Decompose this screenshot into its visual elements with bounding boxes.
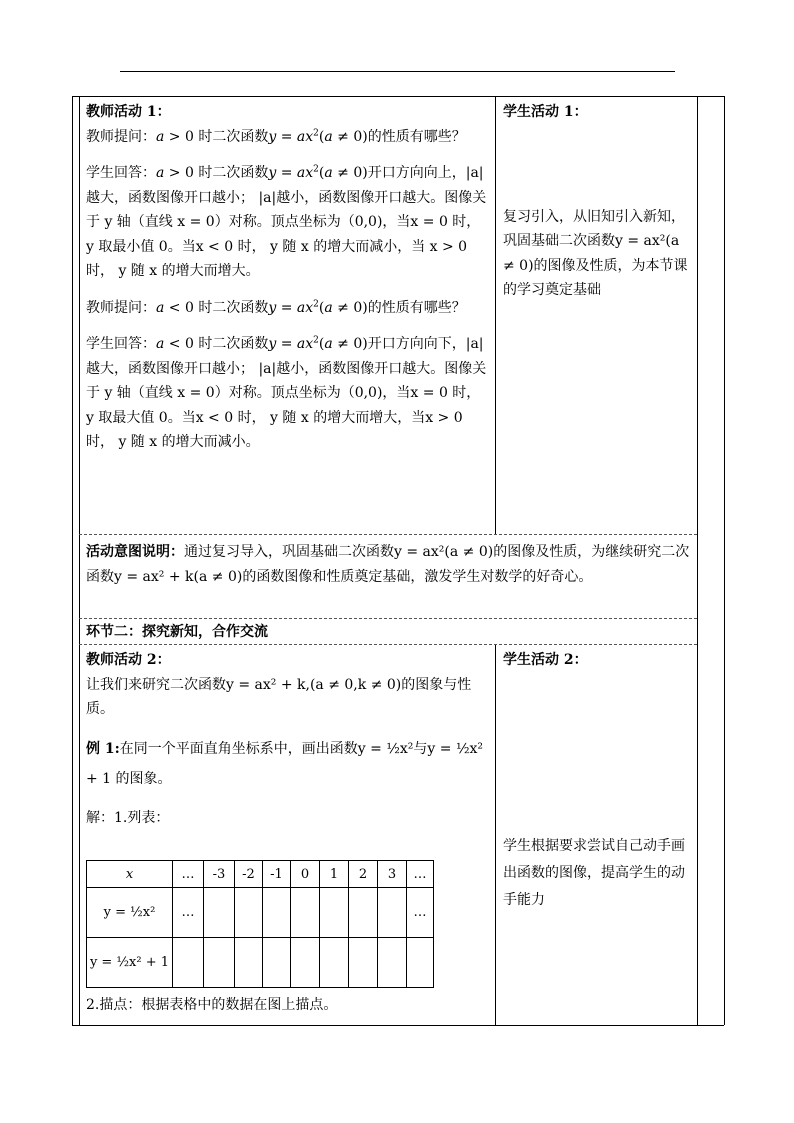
intro-text: 让我们来研究二次函数y = ax² + k,(a ≠ 0,k ≠ 0)的图象与性质。 [86, 676, 472, 717]
student-activity-2-text: 学生根据要求尝试自己动手画出函数的图像，提高学生的动手能力 [503, 837, 685, 908]
activity-intent [86, 540, 691, 589]
table-cell [204, 888, 235, 938]
table-header-cell: … [173, 861, 204, 888]
table-header-cell: … [407, 861, 434, 888]
student-activity-2-heading: 学生活动 2： [503, 652, 588, 668]
table-header-cell: 0 [291, 861, 320, 888]
teacher-activity-1 [86, 100, 491, 467]
question-text: 的性质有哪些？ [367, 128, 466, 145]
intent-label: 活动意图说明： [86, 544, 184, 560]
table-header-cell: -3 [204, 861, 235, 888]
student-activity-1-heading: 学生活动 1： [503, 104, 588, 120]
example-text: 在同一个平面直角坐标系中，画出函数y = ½x²与y = ½x² + 1 的图象。 [86, 740, 484, 787]
table-cell [263, 888, 291, 938]
answer-text: 开口方向向上，|a|越大，函数图像开口越小； |a|越小，函数图像开口越大。图像关于 y 轴（直线 x = 0）对称。顶点坐标为（0,0)，当x = 0 时， y 取最小值 0。当x < 0 时， y 随 x 的增大而减小，当 x > 0 时， y 随 x 的增大而增大。 [86, 165, 487, 279]
table-cell [378, 938, 407, 988]
row-label: y = ½x² [87, 888, 173, 938]
table-cell [320, 938, 349, 988]
table-cell [407, 938, 434, 988]
table-cell [173, 938, 204, 988]
teacher-activity-2 [86, 648, 491, 830]
header-rule [120, 71, 675, 72]
table-cell [263, 938, 291, 988]
table-header-cell: x [87, 861, 173, 888]
table-cell [349, 938, 378, 988]
table-header-row [87, 861, 434, 888]
student-activity-1-text: 复习引入，从旧知引入新知，巩固基础二次函数y = ax²(a ≠ 0)的图像及性质，为本节课的学习奠定基础 [503, 208, 688, 298]
step-2-text: 2.描点：根据表格中的数据在图上描点。 [86, 997, 338, 1013]
table-header-cell: -2 [235, 861, 263, 888]
table-header-cell: -1 [263, 861, 291, 888]
table-header-cell: 1 [320, 861, 349, 888]
table-cell [235, 938, 263, 988]
table-cell [291, 938, 320, 988]
answer-label: 学生回答： [86, 336, 156, 352]
student-activity-2 [503, 648, 691, 914]
table-cell [349, 888, 378, 938]
table-cell: … [407, 888, 434, 938]
answer-text: 开口方向向下，|a|越大，函数图像开口越小； |a|越小，函数图像开口越大。图像关于 y 轴（直线 x = 0）对称。顶点坐标为（0,0)，当x = 0 时， y 取最大值 0。当x < 0 时， y 随 x 的增大而增大，当x > 0 时， y 随 x 的增大而减小。 [86, 336, 487, 450]
example-label: 例 1: [86, 740, 120, 757]
intent-text: 通过复习导入，巩固基础二次函数y = ax²(a ≠ 0)的图像及性质，为继续研究二次函数y = ax² + k(a ≠ 0)的函数图像和性质奠定基础，激发学生对数学的好奇心。 [86, 544, 690, 585]
question-label: 教师提问： [86, 128, 156, 145]
teacher-activity-1-heading: 教师活动 1： [86, 104, 171, 120]
teacher-question-2: 教师提问：a < 0 时二次函数$y = ax^2(a \ne 0)$的性质有哪些？ [86, 298, 466, 316]
table-row [87, 888, 434, 938]
table-header-cell: 3 [378, 861, 407, 888]
table-cell [204, 938, 235, 988]
student-answer-1: 学生回答：a > 0 时二次函数$y = ax^2(a \ne 0)$开口方向向上，|a|越大，函数图像开口越小； |a|越小，函数图像开口越大。图像关于 y 轴（直线 x = 0）对称。顶点坐标为（0,0)，当x = 0 时， y 取最小值 0。当x < 0 时， y 随 x 的增大而减小，当 x > 0 时， y 随 x 的增大而增大。 [86, 164, 487, 279]
section-2-title: 环节二：探究新知，合作交流 [86, 624, 268, 640]
question-label: 教师提问： [86, 299, 156, 316]
table-cell: … [173, 888, 204, 938]
example-1 [86, 734, 491, 794]
solution-text: 解：1.列表： [86, 809, 170, 826]
student-answer-2: 学生回答：a < 0 时二次函数$y = ax^2(a \ne 0)$开口方向向下，|a|越大，函数图像开口越小； |a|越小，函数图像开口越大。图像关于 y 轴（直线 x = 0）对称。顶点坐标为（0,0)，当x = 0 时， y 取最大值 0。当x < 0 时， y 随 x 的增大而增大，当x > 0 时， y 随 x 的增大而减小。 [86, 335, 487, 450]
value-table [86, 860, 434, 988]
teacher-question-1: 教师提问：a > 0 时二次函数$y = ax^2(a \ne 0)$的性质有哪些？ [86, 127, 466, 145]
row-label: y = ½x² + 1 [87, 938, 173, 988]
table-cell [320, 888, 349, 938]
student-activity-1 [503, 100, 691, 303]
teacher-activity-2-heading: 教师活动 2： [86, 652, 171, 668]
table-header-cell: 2 [349, 861, 378, 888]
question-text: 的性质有哪些？ [367, 299, 466, 316]
table-row [87, 938, 434, 988]
table-cell [235, 888, 263, 938]
answer-label: 学生回答： [86, 165, 156, 181]
table-cell [291, 888, 320, 938]
table-cell [378, 888, 407, 938]
